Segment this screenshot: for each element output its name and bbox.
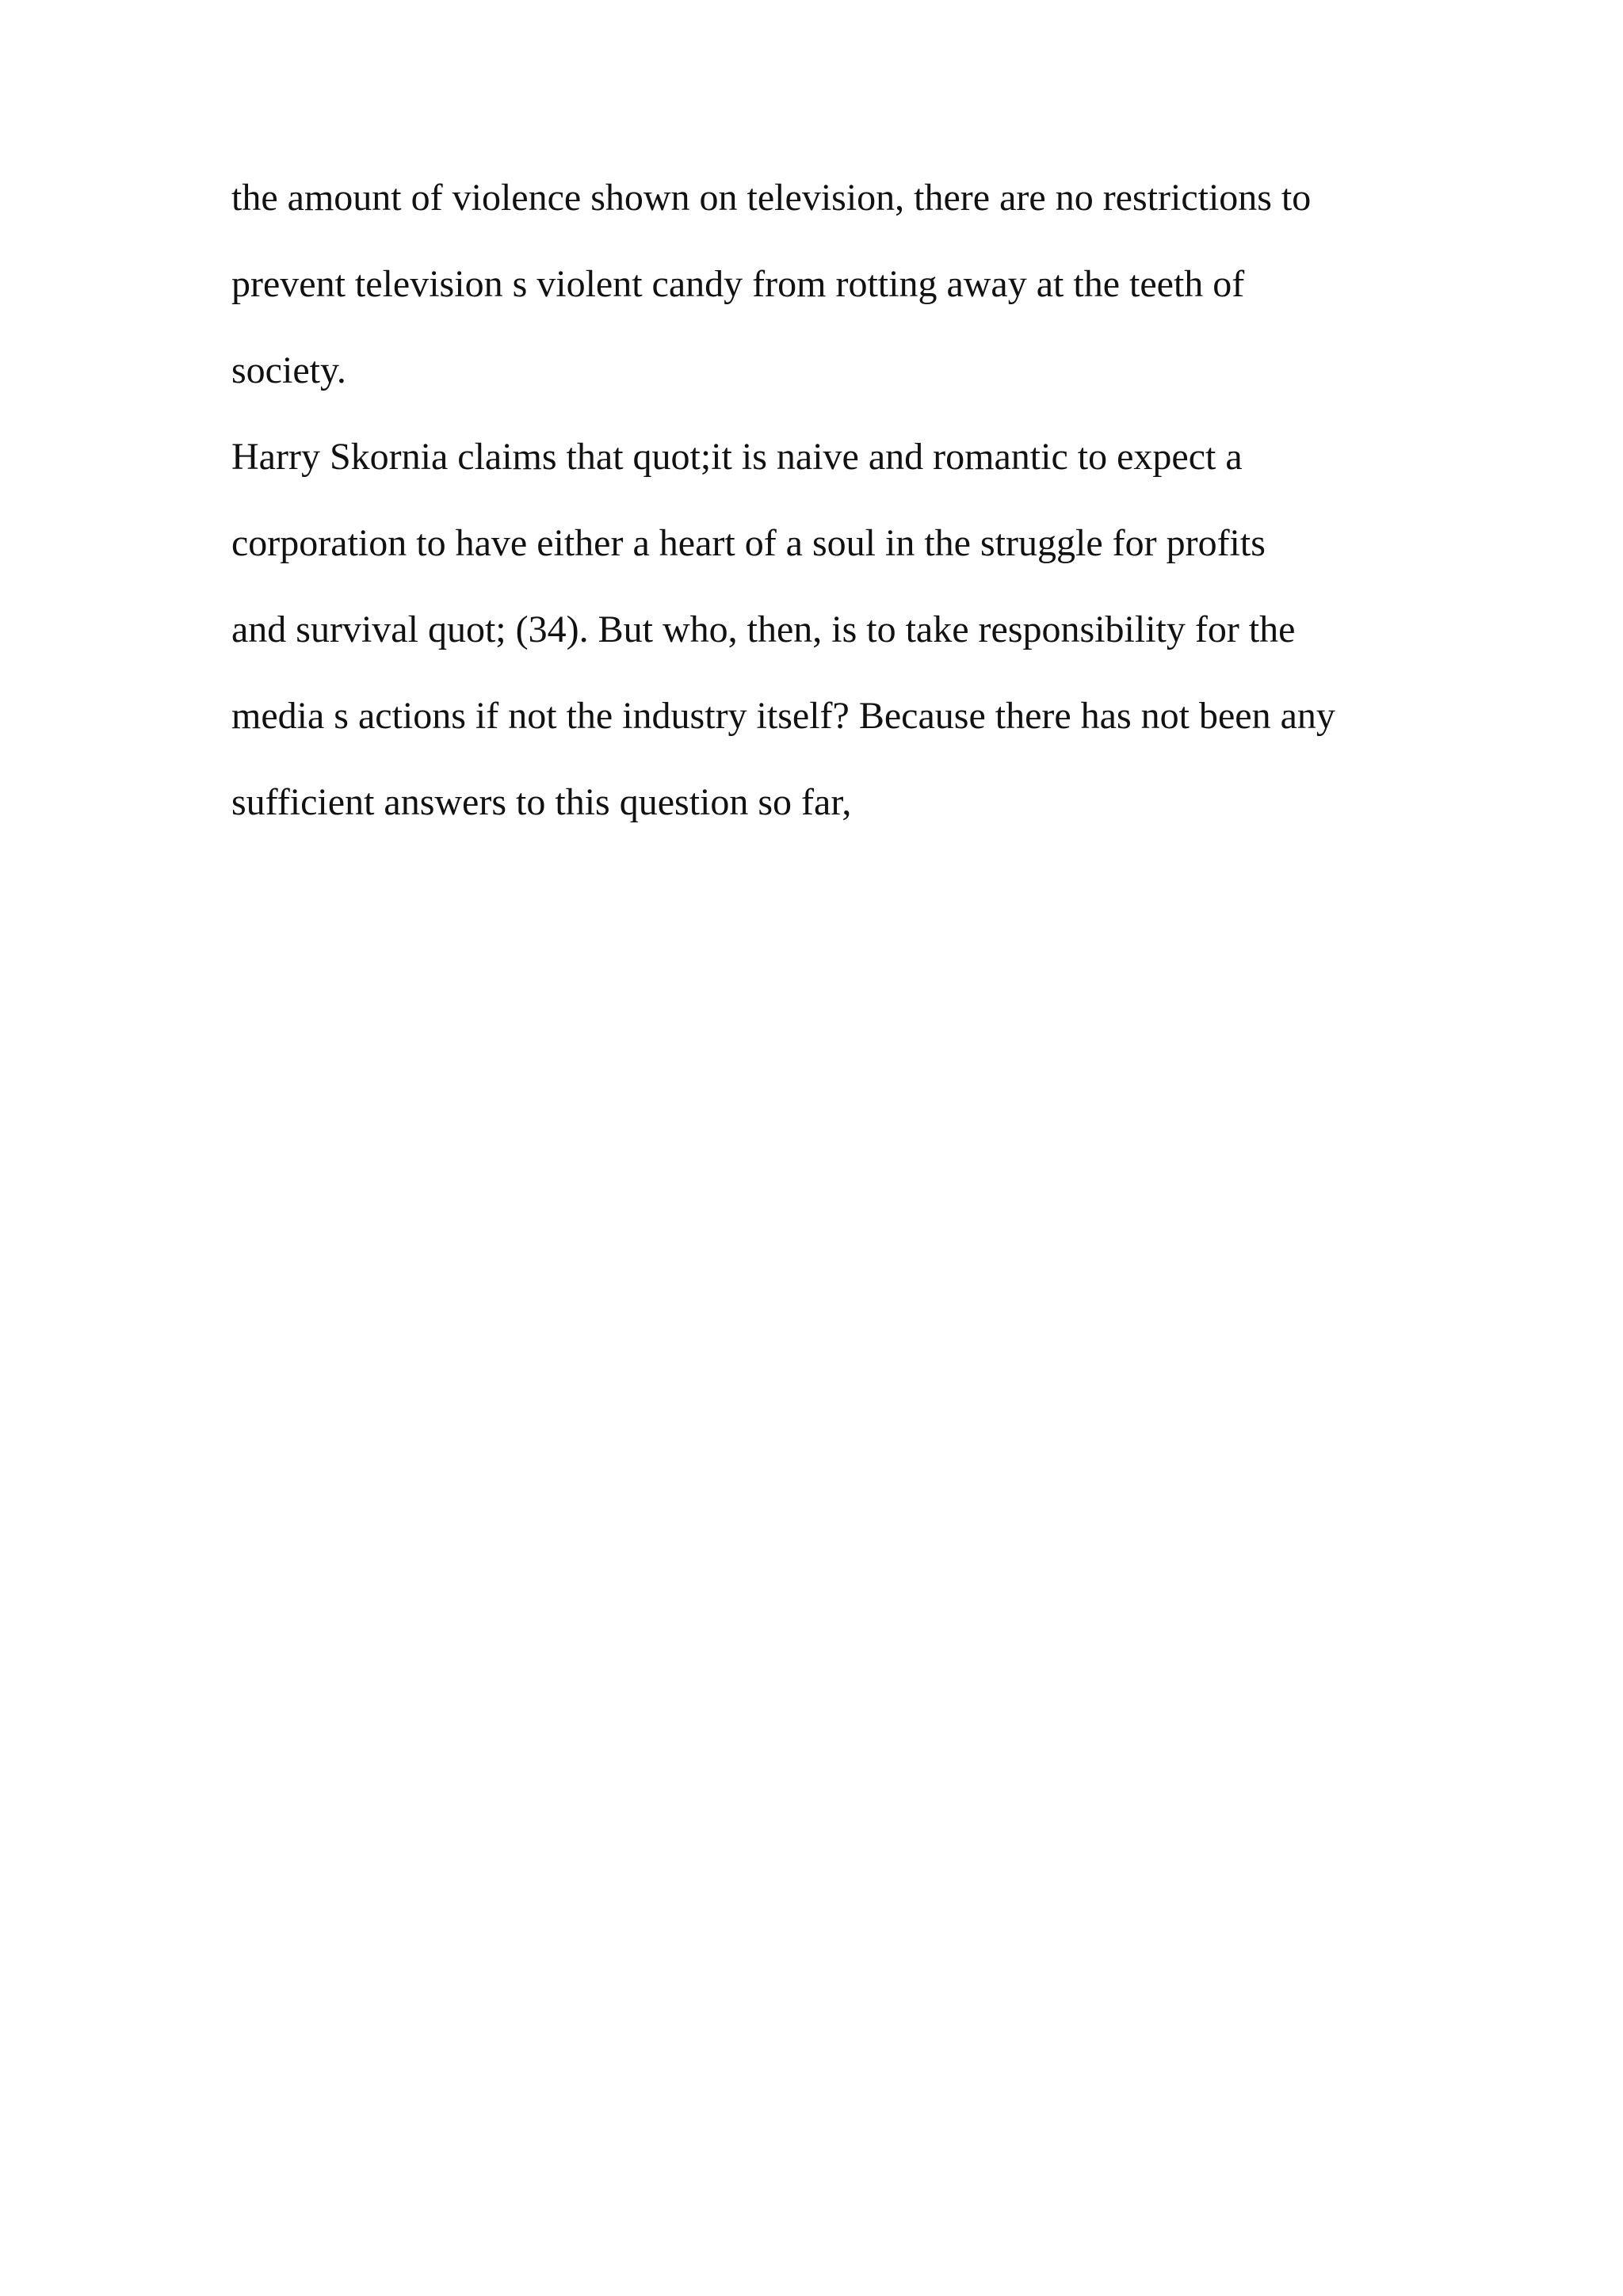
text-line: media s actions if not the industry itself? Because there has not been any (231, 695, 1335, 737)
text-line: the amount of violence shown on television, there are no restrictions to (231, 177, 1312, 219)
text-line: and survival quot; (34). But who, then, is to take responsibility for the (231, 608, 1296, 650)
text-line: society. (231, 349, 346, 391)
text-line: Harry Skornia claims that quot;it is naive and romantic to expect a (231, 436, 1243, 478)
text-line: prevent television s violent candy from rotting away at the teeth of (231, 263, 1245, 305)
text-line: corporation to have either a heart of a soul in the struggle for profits (231, 522, 1266, 564)
text-line: sufficient answers to this question so far, (231, 781, 852, 823)
body-text (231, 176, 1579, 867)
